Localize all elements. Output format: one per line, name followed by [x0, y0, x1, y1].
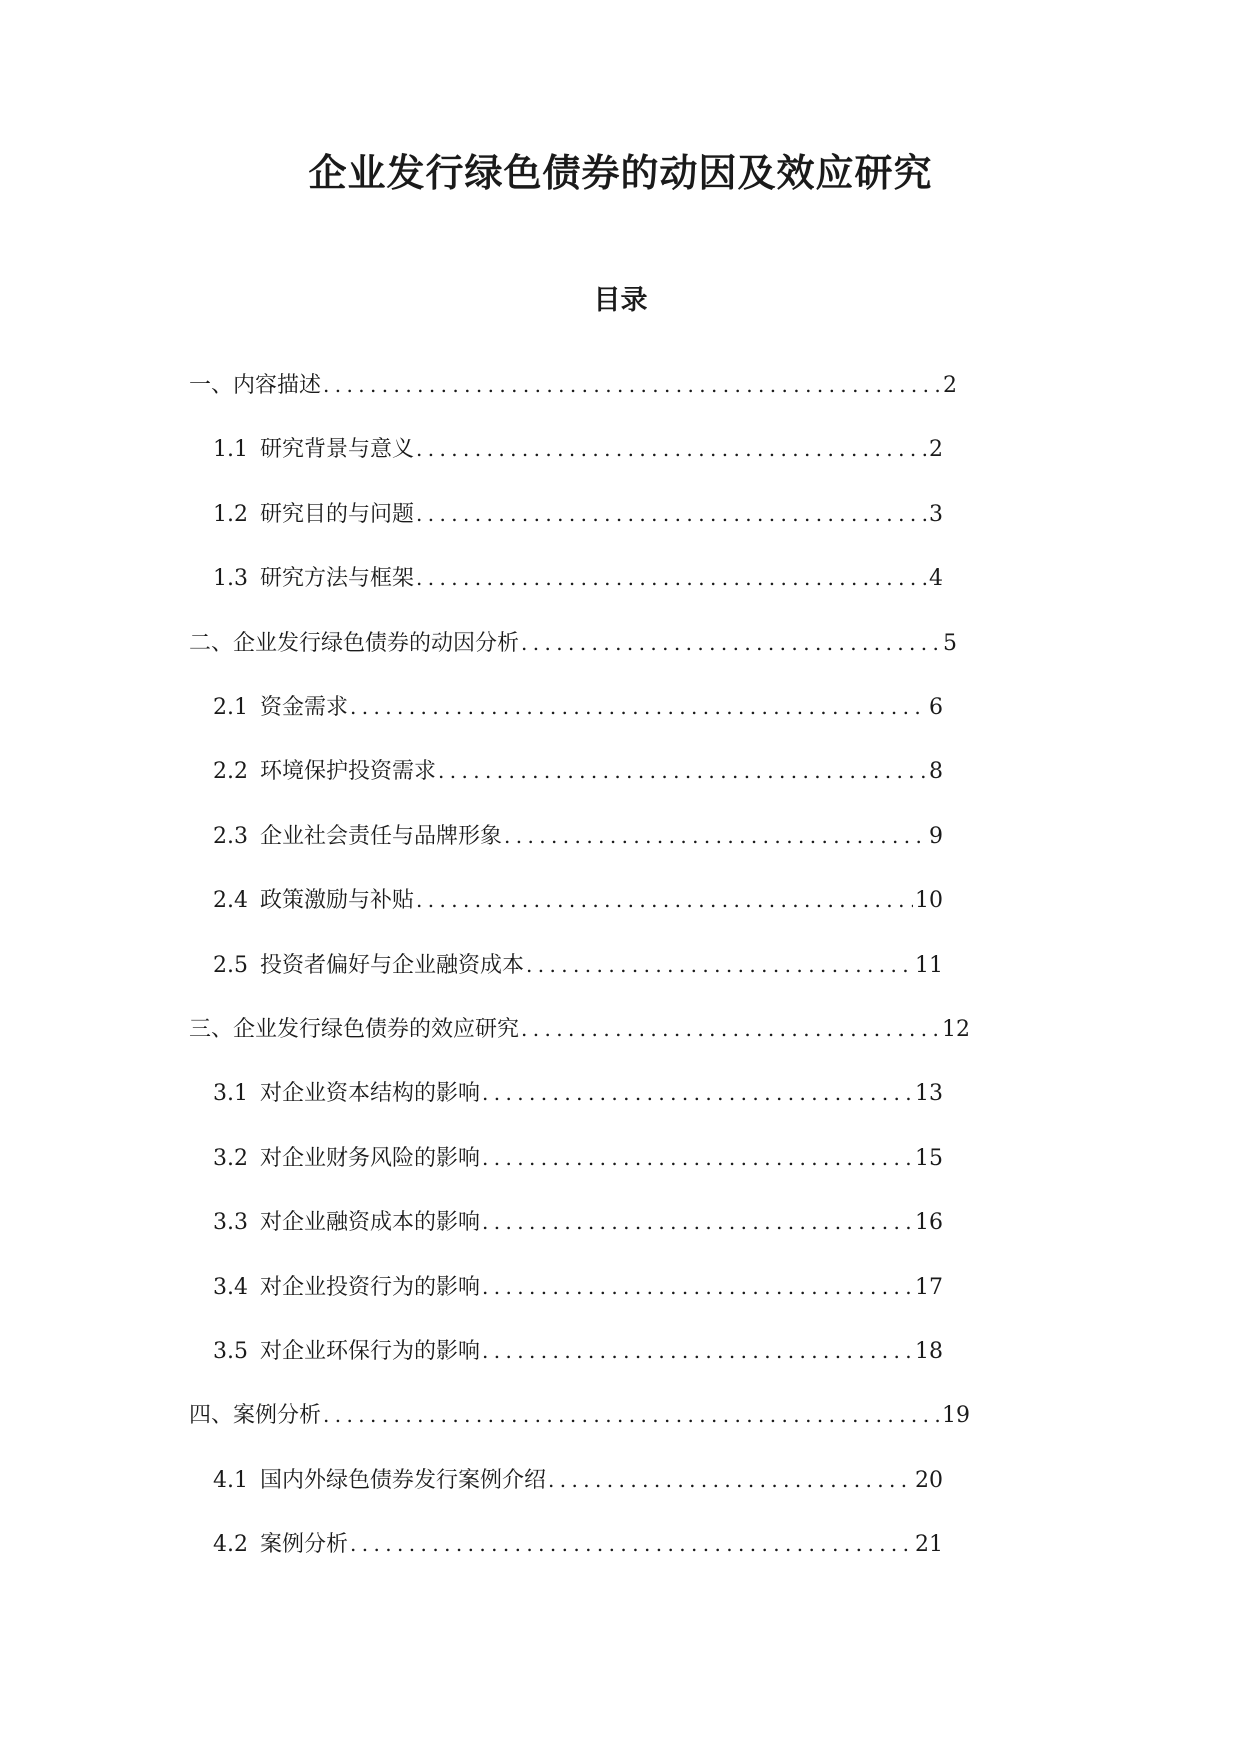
toc-entry-title: 资金需求 [260, 695, 349, 720]
toc-entry-title: 政策激励与补贴 [260, 888, 415, 914]
toc-entry[interactable] [213, 1333, 943, 1369]
toc-entry[interactable] [213, 560, 943, 596]
toc-entry-title: 三、企业发行绿色债券的效应研究 [189, 1017, 520, 1042]
toc-entry-number: 2.2 [213, 759, 248, 785]
toc-dot-leader [350, 689, 927, 725]
toc-entry-number: 2.1 [213, 695, 248, 720]
toc-entry-number: 3.3 [213, 1210, 248, 1236]
toc-entry[interactable] [189, 1011, 970, 1047]
toc-entry[interactable] [189, 367, 957, 403]
toc-dot-leader [482, 1269, 913, 1305]
toc-page-number: 2 [943, 373, 957, 398]
toc-page-number: 19 [942, 1403, 970, 1429]
toc-entry-number: 2.3 [213, 823, 248, 849]
toc-entry[interactable] [213, 818, 943, 854]
toc-entry-title: 二、企业发行绿色债券的动因分析 [189, 630, 520, 656]
toc-entry[interactable] [213, 947, 943, 983]
toc-entry-title: 环境保护投资需求 [260, 759, 437, 785]
toc-dot-leader [526, 947, 913, 983]
toc-dot-leader [548, 1462, 913, 1498]
toc-page-number: 17 [915, 1274, 943, 1300]
toc-dot-leader [521, 1011, 940, 1047]
toc-heading: 目录 [593, 285, 648, 316]
toc-page-number: 12 [942, 1017, 970, 1042]
toc-entry[interactable] [213, 431, 943, 467]
toc-entry[interactable] [213, 882, 943, 918]
toc-page-number: 15 [915, 1145, 943, 1171]
toc-page-number: 18 [915, 1339, 943, 1364]
toc-entry[interactable] [213, 1140, 943, 1176]
toc-entry-number: 2.5 [213, 952, 248, 978]
toc-entry-number: 3.1 [213, 1081, 248, 1107]
document-title: 企业发行绿色债券的动因及效应研究 [308, 150, 933, 195]
toc-entry-title: 国内外绿色债券发行案例介绍 [260, 1467, 547, 1493]
toc-entry-title: 研究方法与框架 [260, 566, 415, 592]
toc-page-number: 6 [929, 695, 943, 720]
toc-dot-leader [438, 753, 927, 789]
toc-dot-leader [482, 1333, 913, 1369]
toc-page-number: 21 [915, 1532, 943, 1558]
toc-dot-leader [350, 1526, 913, 1562]
toc-dot-leader [504, 818, 927, 854]
toc-page-number: 3 [929, 501, 943, 527]
toc-entry-title: 研究背景与意义 [260, 437, 415, 463]
toc-entry-number: 4.2 [213, 1532, 248, 1558]
toc-entry-title: 一、内容描述 [189, 373, 322, 398]
toc-entry-number: 1.3 [213, 566, 248, 592]
toc-dot-leader [323, 1397, 940, 1433]
toc-dot-leader [482, 1140, 913, 1176]
toc-dot-leader [416, 496, 927, 532]
toc-page-number: 8 [929, 759, 943, 785]
toc-entry-title: 对企业投资行为的影响 [260, 1274, 481, 1300]
toc-entry[interactable] [213, 1462, 943, 1498]
toc-page-number: 4 [929, 566, 943, 592]
toc-page-number: 10 [915, 888, 943, 914]
toc-entry[interactable] [213, 689, 943, 725]
toc-dot-leader [416, 882, 913, 918]
toc-entry[interactable] [213, 1526, 943, 1562]
toc-entry-title: 研究目的与问题 [260, 501, 415, 527]
toc-entry-title: 案例分析 [260, 1532, 349, 1558]
toc-entry[interactable] [213, 753, 943, 789]
toc-page-number: 16 [915, 1210, 943, 1236]
toc-entry-title: 企业社会责任与品牌形象 [260, 823, 503, 849]
toc-entry[interactable] [213, 496, 943, 532]
toc-entry-title: 对企业融资成本的影响 [260, 1210, 481, 1236]
toc-entry-title: 对企业环保行为的影响 [260, 1339, 481, 1364]
toc-entry-title: 投资者偏好与企业融资成本 [260, 952, 525, 978]
toc-entry-number: 1.1 [213, 437, 248, 463]
toc-entry[interactable] [213, 1075, 943, 1111]
toc-entry-number: 3.2 [213, 1145, 248, 1171]
toc-dot-leader [521, 625, 941, 661]
toc-entry-title: 对企业财务风险的影响 [260, 1145, 481, 1171]
toc-dot-leader [482, 1075, 913, 1111]
toc-entry[interactable] [189, 1397, 970, 1433]
toc-page-number: 11 [915, 952, 943, 978]
toc-page-number: 20 [915, 1467, 943, 1493]
toc-page-number: 5 [943, 630, 957, 656]
toc-entry-number: 3.5 [213, 1339, 248, 1364]
toc-entry-title: 四、案例分析 [189, 1403, 322, 1429]
toc-entry-number: 3.4 [213, 1274, 248, 1300]
toc-dot-leader [323, 367, 941, 403]
toc-page-number: 2 [929, 437, 943, 463]
toc-dot-leader [416, 560, 927, 596]
toc-entry[interactable] [213, 1204, 943, 1240]
toc-entry-title: 对企业资本结构的影响 [260, 1081, 481, 1107]
toc-entry-number: 4.1 [213, 1467, 248, 1493]
toc-dot-leader [416, 431, 927, 467]
toc-entry[interactable] [189, 625, 957, 661]
toc-dot-leader [482, 1204, 913, 1240]
toc-page-number: 9 [929, 823, 943, 849]
toc-entry-number: 2.4 [213, 888, 248, 914]
toc-page-number: 13 [915, 1081, 943, 1107]
toc-entry[interactable] [213, 1269, 943, 1305]
toc-entry-number: 1.2 [213, 501, 248, 527]
